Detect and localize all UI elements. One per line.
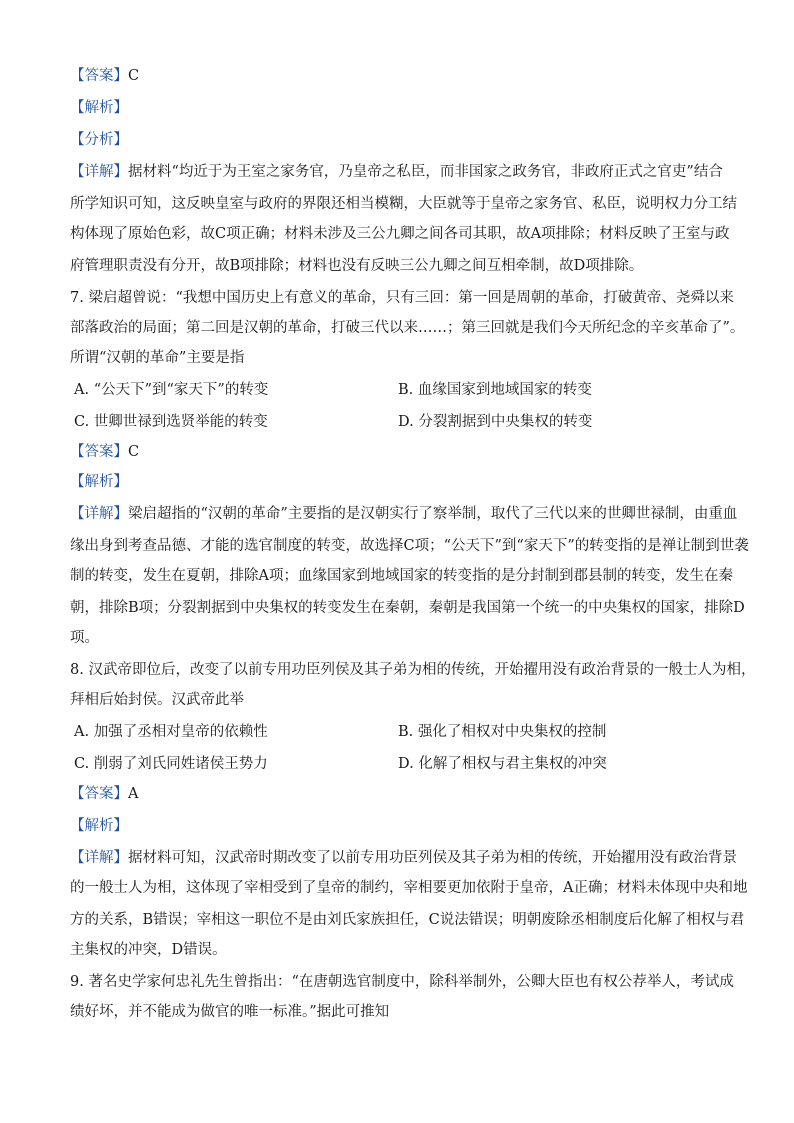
question-8-option-a: A. 加强了丞相对皇帝的依赖性 xyxy=(74,724,268,740)
answer-line: 【答案】A xyxy=(70,786,139,802)
question-7-stem: 部落政治的局面；第二回是汉朝的革命，打破三代以来……；第三回就是我们今天所纪念的辛亥革命了”。 xyxy=(70,320,745,336)
question-7-option-a: A. “公天下”到“家天下”的转变 xyxy=(74,382,269,398)
detail-line: 缘出身到考查品德、才能的选官制度的转变，故选择C项；“公天下”到“家天下”的转变指的是禅让制到世袭 xyxy=(70,538,749,554)
analysis-heading: 【解析】 xyxy=(70,100,128,116)
detail-line: 朝，排除B项；分裂割据到中央集权的转变发生在秦朝，秦朝是我国第一个统一的中央集权的国家，排除D xyxy=(70,600,745,616)
question-7-stem: 所谓“汉朝的革命”主要是指 xyxy=(70,350,245,366)
detail-line: 方的关系，B错误；宰相这一职位不是由刘氏家族担任，C说法错误；明朝废除丞相制度后化解了相权与君 xyxy=(70,912,745,928)
question-9-stem: 9. 著名史学家何忠礼先生曾指出：“在唐朝选官制度中，除科举制外，公卿大臣也有权公荐举人，考试成 xyxy=(70,974,734,990)
question-7-option-b: B. 血缘国家到地域国家的转变 xyxy=(398,382,592,398)
detail-line: 构体现了原始色彩，故C项正确；材料未涉及三公九卿之间各司其职，故A项排除；材料反映了王室与政 xyxy=(70,226,730,242)
question-9-stem: 绩好坏，并不能成为做官的唯一标准。”据此可推知 xyxy=(70,1004,390,1020)
detail-line: 所学知识可知，这反映皇室与政府的界限还相当模糊，大臣就等于皇帝之家务官、私臣，说明权力分工结 xyxy=(70,196,737,212)
detail-line: 主集权的冲突，D错误。 xyxy=(70,942,227,958)
answer-line: 【答案】C xyxy=(70,444,140,460)
question-8-stem: 8. 汉武帝即位后，改变了以前专用功臣列侯及其子弟为相的传统，开始擢用没有政治背景的一般士人为相， xyxy=(70,662,756,678)
question-8-option-b: B. 强化了相权对中央集权的控制 xyxy=(398,724,607,740)
answer-line: 【答案】C xyxy=(70,68,140,84)
question-8-stem: 拜相后始封侯。汉武帝此举 xyxy=(70,692,244,708)
detail-line: 制的转变，发生在夏朝，排除A项；血缘国家到地域国家的转变指的是分封制到郡县制的转变，发生在秦 xyxy=(70,568,733,584)
analysis-heading: 【解析】 xyxy=(70,818,128,834)
question-8-option-d: D. 化解了相权与君主集权的冲突 xyxy=(398,756,607,772)
detail-line: 【详解】梁启超指的“汉朝的革命”主要指的是汉朝实行了察举制，取代了三代以来的世卿世禄制，由重血 xyxy=(70,506,738,522)
detail-line: 项。 xyxy=(70,630,99,646)
detail-line: 【详解】据材料“均近于为王室之家务官，乃皇帝之私臣，而非国家之政务官，非政府正式之官吏”结合 xyxy=(70,164,723,180)
question-8-option-c: C. 削弱了刘氏同姓诸侯王势力 xyxy=(74,756,268,772)
analysis-heading: 【解析】 xyxy=(70,474,128,490)
detail-line: 【详解】据材料可知，汉武帝时期改变了以前专用功臣列侯及其子弟为相的传统，开始擢用没有政治背景 xyxy=(70,850,737,866)
question-7-stem: 7. 梁启超曾说：“我想中国历史上有意义的革命，只有三回：第一回是周朝的革命，打破黄帝、尧舜以来 xyxy=(70,290,734,306)
question-7-option-d: D. 分裂割据到中央集权的转变 xyxy=(398,414,593,430)
question-7-option-c: C. 世卿世禄到选贤举能的转变 xyxy=(74,414,268,430)
detail-line: 的一般士人为相，这体现了宰相受到了皇帝的制约，宰相要更加依附于皇帝，A正确；材料未体现中央和地 xyxy=(70,880,748,896)
detail-line: 府管理职责没有分开，故B项排除；材料也没有反映三公九卿之间互相牵制，故D项排除。 xyxy=(70,258,644,274)
analysis-subheading: 【分析】 xyxy=(70,132,128,148)
